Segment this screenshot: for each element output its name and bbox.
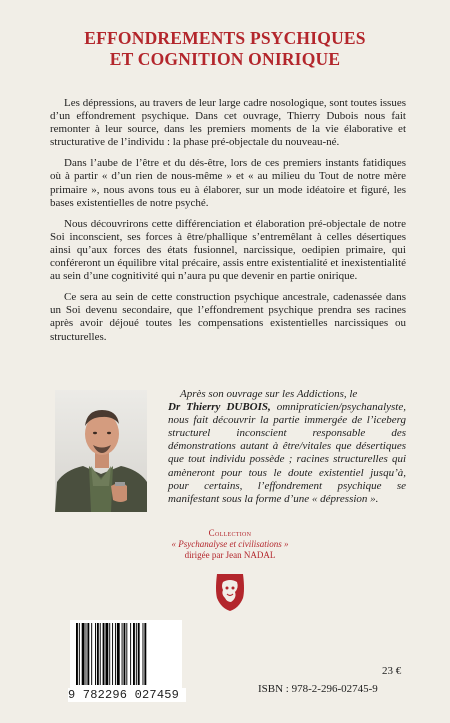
barcode-bar — [100, 623, 101, 685]
collection-info — [150, 528, 310, 561]
blurb-paragraph-4: Ce sera au sein de cette construction psychique ancestrale, cadenassée dans un Soi devenu secondaire, que l’effondrement psychique prendra ses racines après avoir déjoué toutes les compensations existentielles narcissiques ou structurelles. — [50, 291, 406, 343]
barcode-bar — [87, 623, 89, 685]
blurb — [50, 97, 406, 352]
collection-label: Collection — [208, 528, 252, 538]
barcode-bar — [143, 623, 144, 685]
book-title — [0, 28, 450, 70]
bio-intro: Après son ouvrage sur les Addictions, le — [180, 388, 358, 400]
isbn: ISBN : 978-2-296-02745-9 — [258, 683, 378, 695]
barcode-bar — [105, 623, 108, 685]
barcode-bar — [103, 623, 105, 685]
blurb-paragraph-3: Nous découvrirons cette différenciation et élaboration pré-objectale de notre Soi inconscient, ses forces à être/phallique s’entremêlant à celles désertiques ainsi qu’aux forces des états fusionnel, narcissique, oedipien primaire, qui conféreront un équilibre vital précaire, assis entre existentialité et inexistentialité au sein d’une cognitivité qui n’aura pu que devenir en partie onirique. — [50, 217, 406, 283]
bio-rest: omnipraticien/psychanalyste, nous fait découvrir la partie immergée de l’iceberg structurel inconscient responsable des démonstrations autant à être/vitales que désertiques que tout individu possède ; racines structurelles qui amèneront pour tous le doute existentiel jusqu’à, pour certains, l’effondrement psychique se manifestant sous la forme d’une « dépression ». — [168, 401, 406, 505]
author-photo — [55, 390, 147, 512]
barcode-bar — [138, 623, 140, 685]
blurb-paragraph-1: Les dépressions, au travers de leur large cadre nosologique, sont toutes issues d’un effondrement psychique. Dans cet ouvrage, Thierry Dubois nous fait remonter à leur source, dans les premiers moments de la vie élaborative et structurative de l’individu : la phase pré-objectale du nouveau-né. — [50, 97, 406, 149]
barcode-bar — [117, 623, 120, 685]
barcode-bar — [144, 623, 146, 685]
barcode-bar — [79, 623, 80, 685]
barcode-bar — [122, 623, 123, 685]
barcode-bar — [76, 623, 78, 685]
barcode-bar — [86, 623, 87, 685]
title-line-2: ET COGNITION ONIRIQUE — [109, 49, 341, 69]
barcode-bar — [136, 623, 137, 685]
barcode-bar — [130, 623, 131, 685]
title-line-1: EFFONDREMENTS PSYCHIQUES — [84, 28, 366, 48]
author-bio — [168, 388, 406, 506]
barcode-bar — [133, 623, 135, 685]
collection-series: « Psychanalyse et civilisations » — [171, 539, 289, 549]
collection-director: dirigée par Jean NADAL — [184, 550, 276, 560]
barcode-bar — [126, 623, 127, 685]
barcode-bar — [109, 623, 110, 685]
publisher-logo-icon — [213, 572, 247, 612]
barcode-bar — [112, 623, 113, 685]
barcode-bar — [95, 623, 96, 685]
barcode-bar — [91, 623, 92, 685]
price: 23 € — [382, 665, 402, 677]
barcode-bar — [115, 623, 116, 685]
barcode-bar — [97, 623, 99, 685]
barcode-bar — [82, 623, 85, 685]
barcode — [70, 620, 182, 696]
blurb-paragraph-2: Dans l’aube de l’être et du dés-être, lors de ces premiers instants fatidiques où à partir « d’un rien de nous-même » et « au milieu du Tout de notre mère primaire », nous avons tous eu à élaborer, sur un mode idéatoire et figuré, les bases existentielles de notre psyché. — [50, 157, 406, 209]
bio-text — [168, 388, 406, 506]
barcode-bar — [124, 623, 126, 685]
barcode-number: 9 782296 027459 — [68, 688, 186, 702]
bio-author-name: Dr Thierry DUBOIS, — [168, 401, 271, 414]
